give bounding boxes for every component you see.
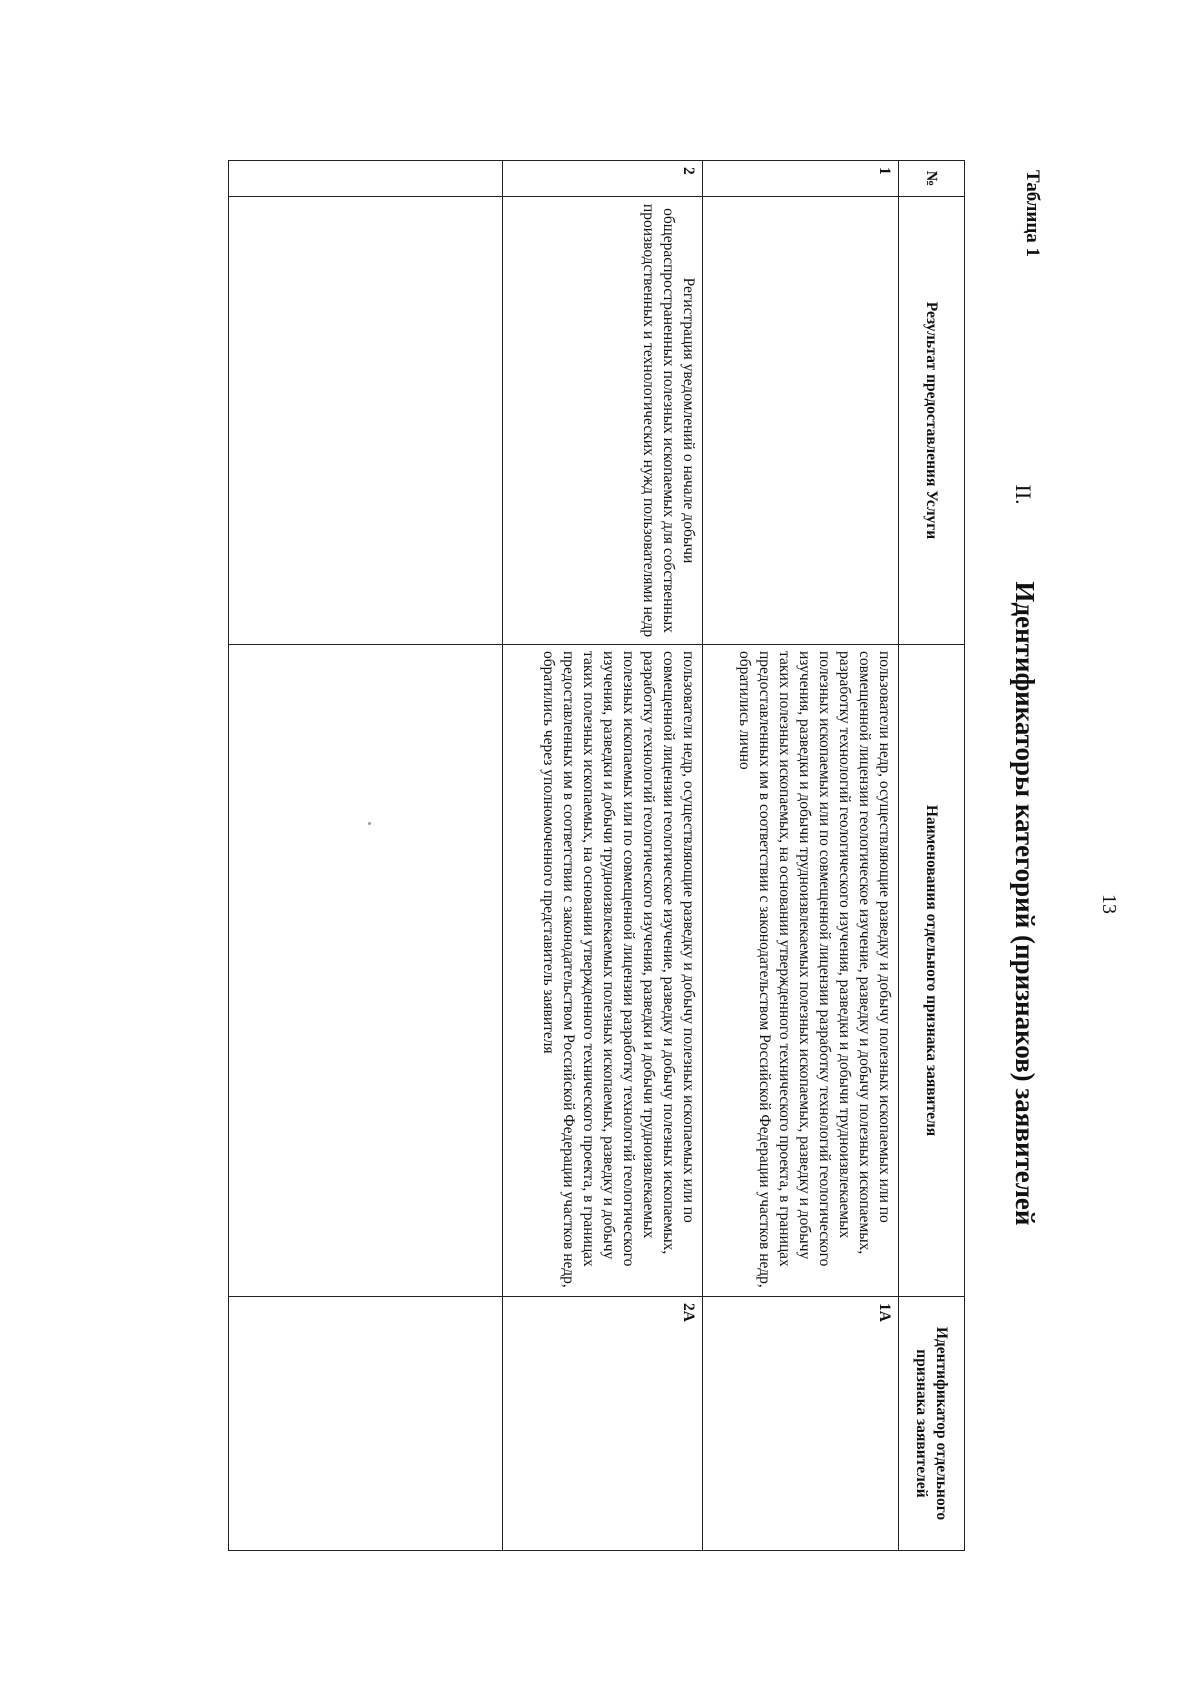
row-number: 2 (503, 161, 703, 197)
header-category: Наименования отдельного признака заявителя (899, 645, 965, 1297)
row-identifier (229, 1297, 503, 1551)
header-identifier: Идентификатор отдельного признака заявителей (899, 1297, 965, 1551)
row-result (229, 197, 503, 645)
header-num: № (899, 161, 965, 197)
table-caption: Таблица 1 (1022, 170, 1043, 258)
scan-speck (368, 822, 371, 825)
row-identifier: 1А (703, 1297, 899, 1551)
row-category: пользователи недр, осуществляющие разведку и добычу полезных ископаемых или по совмещенной лицензии геологическое изучение, разведку и добычу полезных ископаемых, разработку технологий геологического изучения, разведки и добычи трудноизвлекаемых полезных ископаемых или по совмещенной лицензии разработку технологий геологического изучения, разведки и добычи трудноизвлекаемых полезных ископаемых, разведку и добычу таких полезных ископаемых, на основании утвержденного технического проекта, в границах предоставленных им в соответствии с законодательством Российской Федерации участков недр, обратились лично (703, 645, 899, 1297)
table-header-row (899, 161, 965, 1551)
row-result: Регистрация уведомлений о начале добычи общераспространенных полезных ископаемых для собственных производственных и технологических нужд пользователями недр (503, 197, 703, 645)
row-number (229, 161, 503, 197)
row-identifier: 2А (503, 1297, 703, 1551)
row-category: пользователи недр, осуществляющие разведку и добычу полезных ископаемых или по совмещенной лицензии геологическое изучение, разведку и добычу полезных ископаемых, разработку технологий геологического изучения, разведки и добычи трудноизвлекаемых полезных ископаемых или по совмещенной лицензии разработку технологий геологического изучения, разведки и добычи трудноизвлекаемых полезных ископаемых, разведку и добычу таких полезных ископаемых, на основании утвержденного технического проекта, в границах предоставленных им в соответствии с законодательством Российской Федерации участков недр, обратились через уполномоченного представитель заявителя (503, 645, 703, 1297)
section-title: Идентификаторы категорий (признаков) заявителей (1010, 581, 1040, 1226)
row-result (703, 197, 899, 645)
rotated-page-content (245, 160, 1045, 1550)
header-result: Результат предоставления Услуги (899, 197, 965, 645)
section-heading (1003, 160, 1045, 1550)
table-row (503, 161, 703, 1551)
table-row (229, 161, 503, 1551)
table-row (703, 161, 899, 1551)
page-number: 13 (1098, 894, 1120, 914)
row-number: 1 (703, 161, 899, 197)
section-number: II. (1011, 484, 1036, 505)
identifiers-table (228, 160, 965, 1551)
row-category (229, 645, 503, 1297)
